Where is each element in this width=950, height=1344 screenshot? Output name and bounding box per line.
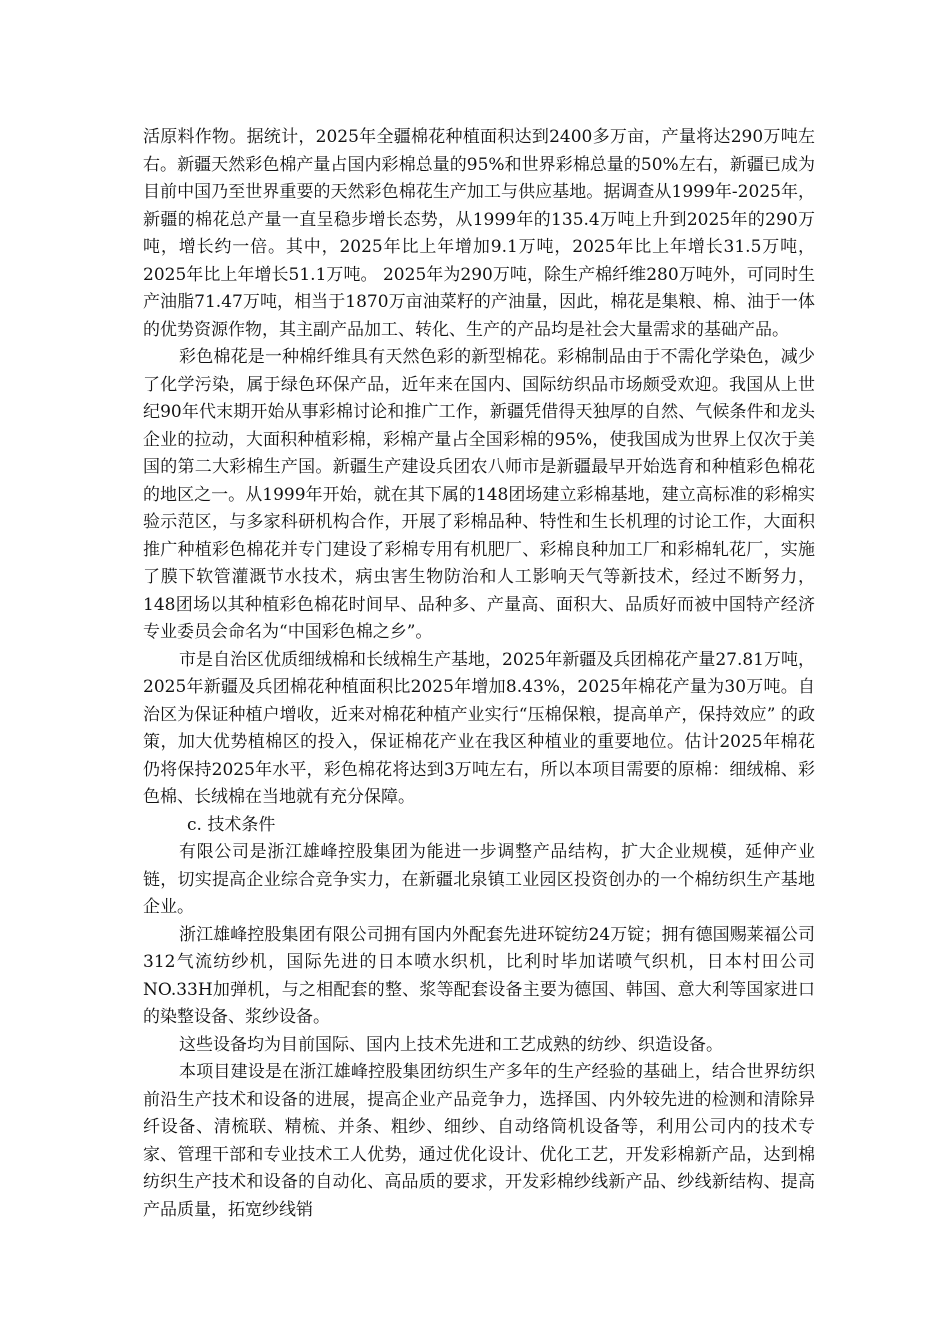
- paragraph-cotton-statistics: 活原料作物。据统计，2025年全疆棉花种植面积达到2400多万亩，产量将达290万吨左右。新疆天然彩色棉产量占国内彩棉总量的95%和世界彩棉总量的50%左右，新疆已成为目前中国乃至世界重要的天然彩色棉花生产加工与供应基地。据调查从1999年-2025年，新疆的棉花总产量一直呈稳步增长态势，从1999年的135.4万吨上升到2025年的290万吨，增长约一倍。其中，2025年比上年增加9.1万吨，2025年比上年增长31.5万吨，2025年比上年增长51.1万吨。 2025年为290万吨，除生产棉纤维280万吨外，可同时生产油脂71.47万吨，相当于1870万亩油菜籽的产油量，因此，棉花是集粮、棉、油于一体的优势资源作物，其主副产品加工、转化、生产的产品均是社会大量需求的基础产品。: [143, 127, 815, 340]
- paragraph-cotton-production-base: 市是自治区优质细绒棉和长绒棉生产基地，2025年新疆及兵团棉花产量27.81万吨，2025年新疆及兵团棉花种植面积比2025年增加8.43%，2025年棉花产量为30万吨。自治区为保证种植户增收，近来对棉花种植产业实行“压棉保粮，提高单产，保持效应” 的政策，加大优势植棉区的投入，保证棉花产业在我区种植业的重要地位。估计2025年棉花仍将保持2025年水平，彩色棉花将达到3万吨左右，所以本项目需要的原棉：细绒棉、彩色棉、长绒棉在当地就有充分保障。: [143, 649, 815, 807]
- paragraph-colored-cotton: 彩色棉花是一种棉纤维具有天然色彩的新型棉花。彩棉制品由于不需化学染色，减少了化学污染，属于绿色环保产品，近年来在国内、国际纺织品市场颇受欢迎。我国从上世纪90年代末期开始从事彩棉讨论和推广工作，新疆凭借得天独厚的自然、气候条件和龙头企业的拉动，大面积种植彩棉，彩棉产量占全国彩棉的95%，使我国成为世界上仅次于美国的第二大彩棉生产国。新疆生产建设兵团农八师市是新疆最早开始选育和种植彩色棉花的地区之一。从1999年开始，就在其下属的148团场建立彩棉基地，建立高标准的彩棉实验示范区，与多家科研机构合作，开展了彩棉品种、特性和生长机理的讨论工作，大面积推广种植彩色棉花并专门建设了彩棉专用有机肥厂、彩棉良种加工厂和彩棉轧花厂，实施了膜下软管灌溉节水技术，病虫害生物防治和人工影响天气等新技术，经过不断努力，148团场以其种植彩色棉花时间早、品种多、产量高、面积大、品质好而被中国特产经济专业委员会命名为“中国彩色棉之乡”。: [143, 347, 815, 642]
- document-body: [143, 124, 815, 1224]
- paragraph-equipment-summary: 这些设备均为目前国际、国内上技术先进和工艺成熟的纺纱、织造设备。: [179, 1034, 723, 1055]
- section-heading-technical-conditions: c. 技术条件: [187, 814, 276, 835]
- paragraph-equipment: 浙江雄峰控股集团有限公司拥有国内外配套先进环锭纺24万锭；拥有德国赐莱福公司312气流纺纱机，国际先进的日本喷水织机，比利时毕加诺喷气织机，日本村田公司NO.33H加弹机，与之相配套的整、浆等配套设备主要为德国、韩国、意大利等国家进口的染整设备、浆纱设备。: [143, 924, 815, 1027]
- paragraph-project-construction: 本项目建设是在浙江雄峰控股集团纺织生产多年的生产经验的基础上，结合世界纺织前沿生产技术和设备的进展，提高企业产品竞争力，选择国、内外较先进的检测和清除异纤设备、清梳联、精梳、并条、粗纱、细纱、自动络筒机设备等，利用公司内的技术专家、管理干部和专业技术工人优势，通过优化设计、优化工艺，开发彩棉新产品，达到棉纺织生产技术和设备的自动化、高品质的要求，开发彩棉纱线新产品、纱线新结构、提高产品质量，拓宽纱线销: [143, 1062, 815, 1220]
- paragraph-company-overview: 有限公司是浙江雄峰控股集团为能进一步调整产品结构，扩大企业规模，延伸产业链，切实提高企业综合竞争实力，在新疆北泉镇工业园区投资创办的一个棉纺织生产基地企业。: [143, 842, 815, 917]
